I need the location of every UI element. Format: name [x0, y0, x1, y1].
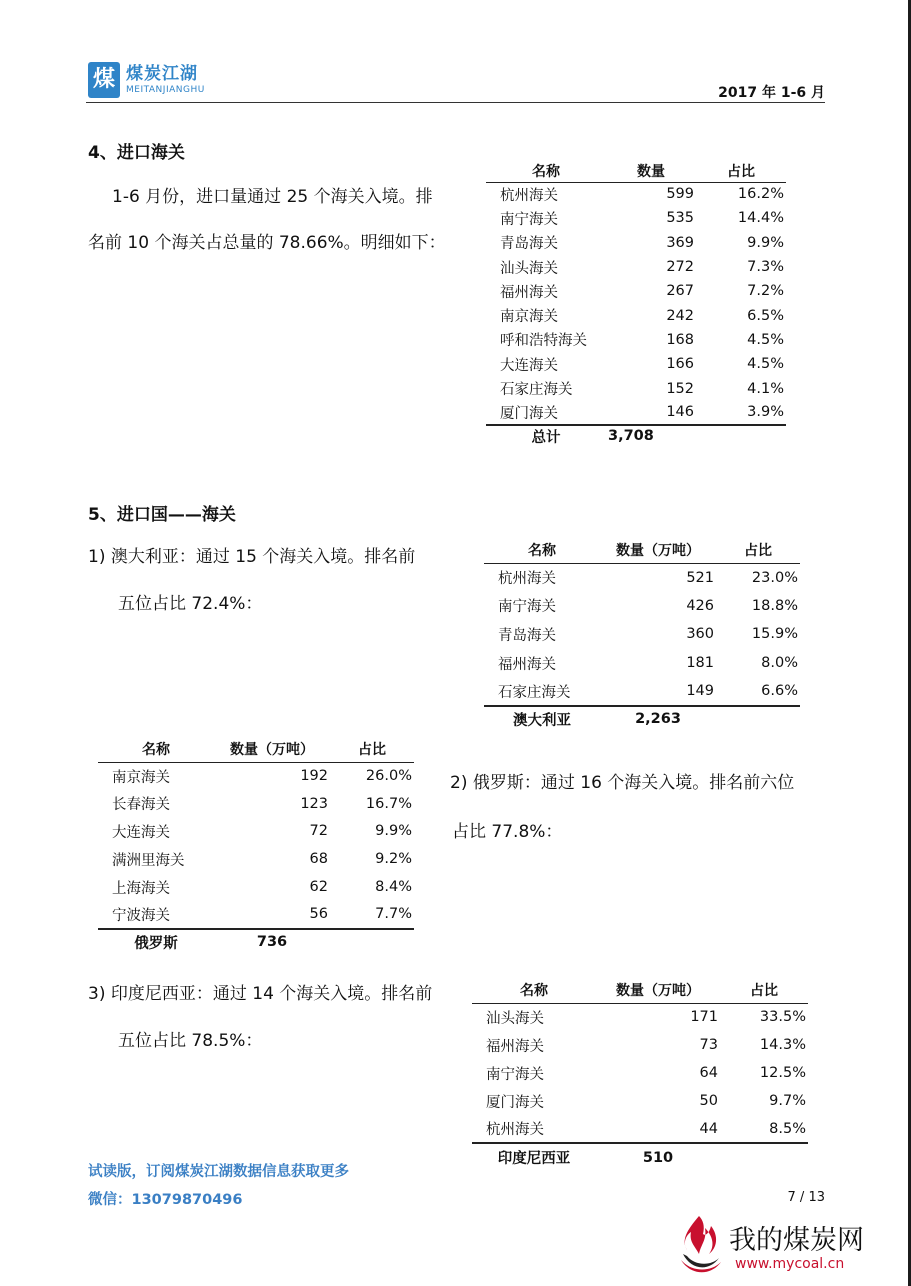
- cell-share: 7.7%: [375, 906, 412, 923]
- company-logo: [88, 62, 205, 98]
- table-row: [486, 279, 786, 303]
- cell-share: 18.8%: [751, 597, 798, 614]
- table-row: [472, 1059, 808, 1087]
- cell-qty: 56: [309, 906, 328, 923]
- cell-name: 杭州海关: [486, 1122, 544, 1138]
- cell-name: 石家庄海关: [500, 382, 573, 399]
- cell-name: 满洲里海关: [112, 852, 185, 869]
- table-row: [486, 401, 786, 425]
- table-row: [486, 376, 786, 400]
- cell-qty: 181: [686, 655, 714, 672]
- australia-text-line1: 1) 澳大利亚：通过 15 个海关入境。排名前: [88, 547, 416, 567]
- table-row: [98, 901, 414, 929]
- cell-qty: 360: [686, 626, 714, 643]
- australia-table: [484, 537, 800, 732]
- cell-name: 呼和浩特海关: [500, 333, 587, 350]
- cell-qty: 73: [699, 1037, 718, 1053]
- total-label: 俄罗斯: [134, 935, 178, 952]
- cell-qty: 192: [300, 768, 328, 785]
- cell-share: 14.4%: [737, 210, 784, 227]
- table-row: [472, 1115, 808, 1143]
- cell-share: 6.5%: [747, 307, 784, 324]
- logo-en-text: MEITANJIANGHU: [126, 85, 205, 95]
- table-row: [98, 873, 414, 901]
- brand-name: 我的煤炭网: [729, 1225, 864, 1256]
- col-header-name: 名称: [142, 742, 170, 759]
- table-row: [484, 563, 800, 592]
- cell-share: 7.3%: [747, 259, 784, 276]
- indonesia-text-line1: 3) 印度尼西亚：通过 14 个海关入境。排名前: [88, 984, 433, 1004]
- mycoal-watermark: [673, 1214, 883, 1280]
- cell-name: 南宁海关: [498, 599, 556, 616]
- table-row: [472, 1087, 808, 1115]
- cell-share: 23.0%: [751, 569, 798, 586]
- cell-share: 8.4%: [375, 879, 412, 896]
- cell-qty: 369: [666, 234, 694, 251]
- trial-notice: 试读版，订阅煤炭江湖数据信息获取更多: [88, 1164, 349, 1180]
- table-row: [486, 352, 786, 376]
- table-row: [486, 231, 786, 255]
- table-row: [472, 1003, 808, 1031]
- table-row: [486, 303, 786, 327]
- table-row: [486, 255, 786, 279]
- cell-name: 南京海关: [500, 309, 558, 326]
- cell-qty: 62: [309, 879, 328, 896]
- cell-share: 7.2%: [747, 283, 784, 300]
- header-divider: [86, 102, 825, 103]
- cell-name: 汕头海关: [486, 1010, 544, 1027]
- cell-qty: 149: [686, 683, 714, 700]
- indonesia-table: [472, 977, 808, 1171]
- col-header-qty: 数量（万吨）: [616, 982, 700, 999]
- cell-qty: 535: [666, 210, 694, 227]
- page-number: 7 / 13: [787, 1190, 825, 1205]
- cell-name: 南京海关: [112, 769, 170, 786]
- logo-cn-text: 煤炭江湖: [126, 64, 198, 84]
- cell-share: 15.9%: [751, 626, 798, 643]
- total-label: 总计: [531, 429, 561, 446]
- russia-text-line1: 2) 俄罗斯：通过 16 个海关入境。排名前六位: [450, 773, 795, 793]
- australia-text-line2: 五位占比 72.4%：: [118, 594, 263, 614]
- section5-title: 5、进口国——海关: [88, 505, 236, 525]
- total-value: 2,263: [635, 711, 681, 728]
- cell-share: 12.5%: [759, 1065, 806, 1081]
- cell-name: 青岛海关: [500, 236, 558, 253]
- section4-text-line1: 1-6 月份，进口量通过 25 个海关入境。排: [112, 187, 433, 207]
- header-date: 2017 年 1-6 月: [718, 85, 825, 101]
- table-row: [484, 592, 800, 621]
- cell-share: 4.1%: [747, 380, 784, 397]
- cell-name: 大连海关: [500, 357, 558, 374]
- table-row: [486, 182, 786, 206]
- cell-share: 4.5%: [747, 356, 784, 373]
- col-header-share: 占比: [358, 742, 386, 759]
- total-value: 510: [642, 1149, 674, 1166]
- cell-share: 8.0%: [761, 655, 798, 672]
- total-value: 736: [256, 934, 288, 951]
- cell-name: 汕头海关: [500, 260, 558, 277]
- col-header-name: 名称: [532, 163, 560, 180]
- table-row: [484, 620, 800, 649]
- russia-table: [98, 737, 414, 955]
- cell-share: 16.7%: [365, 795, 412, 812]
- cell-name: 南宁海关: [500, 211, 558, 228]
- total-value: 3,708: [608, 428, 654, 445]
- cell-qty: 50: [699, 1093, 718, 1109]
- table-row: [484, 649, 800, 678]
- cell-qty: 64: [699, 1065, 718, 1081]
- section4-text-line2: 名前 10 个海关占总量的 78.66%。明细如下：: [88, 233, 446, 253]
- cell-name: 大连海关: [112, 824, 170, 841]
- russia-text-line2: 占比 77.8%：: [452, 822, 563, 842]
- table-row: [98, 845, 414, 873]
- cell-share: 4.5%: [747, 331, 784, 348]
- cell-share: 8.5%: [769, 1120, 806, 1137]
- cell-qty: 44: [699, 1120, 718, 1137]
- cell-qty: 242: [666, 307, 694, 324]
- col-header-qty: 数量（万吨）: [616, 542, 700, 559]
- cell-name: 福州海关: [486, 1038, 544, 1055]
- cell-qty: 521: [686, 569, 714, 586]
- cell-name: 福州海关: [500, 284, 558, 301]
- indonesia-text-line2: 五位占比 78.5%：: [118, 1031, 263, 1051]
- cell-share: 26.0%: [365, 768, 412, 785]
- table-row: [472, 1031, 808, 1059]
- cell-qty: 152: [666, 380, 694, 397]
- cell-qty: 426: [686, 597, 714, 614]
- total-label: 印度尼西亚: [497, 1151, 571, 1167]
- cell-share: 9.9%: [375, 823, 412, 840]
- cell-name: 南宁海关: [486, 1066, 544, 1083]
- cell-name: 石家庄海关: [498, 684, 571, 701]
- brand-url: www.mycoal.cn: [735, 1256, 845, 1272]
- customs-table: [486, 160, 786, 447]
- cell-name: 长春海关: [112, 797, 170, 814]
- cell-share: 6.6%: [761, 683, 798, 700]
- flame-logo-icon: [673, 1214, 725, 1276]
- cell-name: 上海海关: [112, 880, 170, 897]
- cell-name: 厦门海关: [500, 405, 558, 422]
- col-header-share: 占比: [750, 982, 778, 999]
- cell-qty: 272: [666, 259, 694, 276]
- table-row: [486, 206, 786, 230]
- cell-name: 宁波海关: [112, 907, 170, 924]
- logo-icon: 煤: [88, 62, 120, 98]
- cell-qty: 68: [309, 851, 328, 868]
- cell-share: 9.2%: [375, 851, 412, 868]
- wechat-contact: 微信：13079870496: [88, 1192, 243, 1208]
- section4-title: 4、进口海关: [88, 143, 185, 163]
- cell-share: 16.2%: [737, 186, 784, 203]
- col-header-name: 名称: [528, 542, 556, 559]
- cell-share: 33.5%: [759, 1009, 806, 1026]
- table-row: [98, 762, 414, 790]
- cell-qty: 267: [666, 283, 694, 300]
- cell-name: 厦门海关: [486, 1094, 544, 1111]
- total-label: 澳大利亚: [513, 712, 571, 729]
- cell-name: 青岛海关: [498, 627, 556, 644]
- col-header-qty: 数量（万吨）: [230, 742, 314, 759]
- cell-qty: 72: [309, 823, 328, 840]
- cell-share: 3.9%: [747, 404, 784, 421]
- cell-qty: 171: [690, 1009, 718, 1026]
- cell-share: 14.3%: [759, 1037, 806, 1053]
- cell-qty: 123: [300, 795, 328, 812]
- cell-name: 福州海关: [498, 656, 556, 673]
- cell-share: 9.9%: [747, 234, 784, 251]
- table-row: [486, 328, 786, 352]
- cell-share: 9.7%: [769, 1093, 806, 1109]
- cell-qty: 599: [666, 186, 694, 203]
- col-header-qty: 数量: [637, 163, 665, 180]
- cell-name: 杭州海关: [500, 187, 558, 204]
- cell-qty: 146: [666, 404, 694, 421]
- table-row: [98, 818, 414, 846]
- col-header-share: 占比: [727, 163, 755, 180]
- col-header-name: 名称: [520, 982, 548, 999]
- col-header-share: 占比: [744, 542, 772, 559]
- cell-qty: 166: [666, 356, 694, 373]
- table-row: [98, 790, 414, 818]
- table-row: [484, 677, 800, 706]
- cell-name: 杭州海关: [498, 571, 556, 588]
- cell-qty: 168: [666, 331, 694, 348]
